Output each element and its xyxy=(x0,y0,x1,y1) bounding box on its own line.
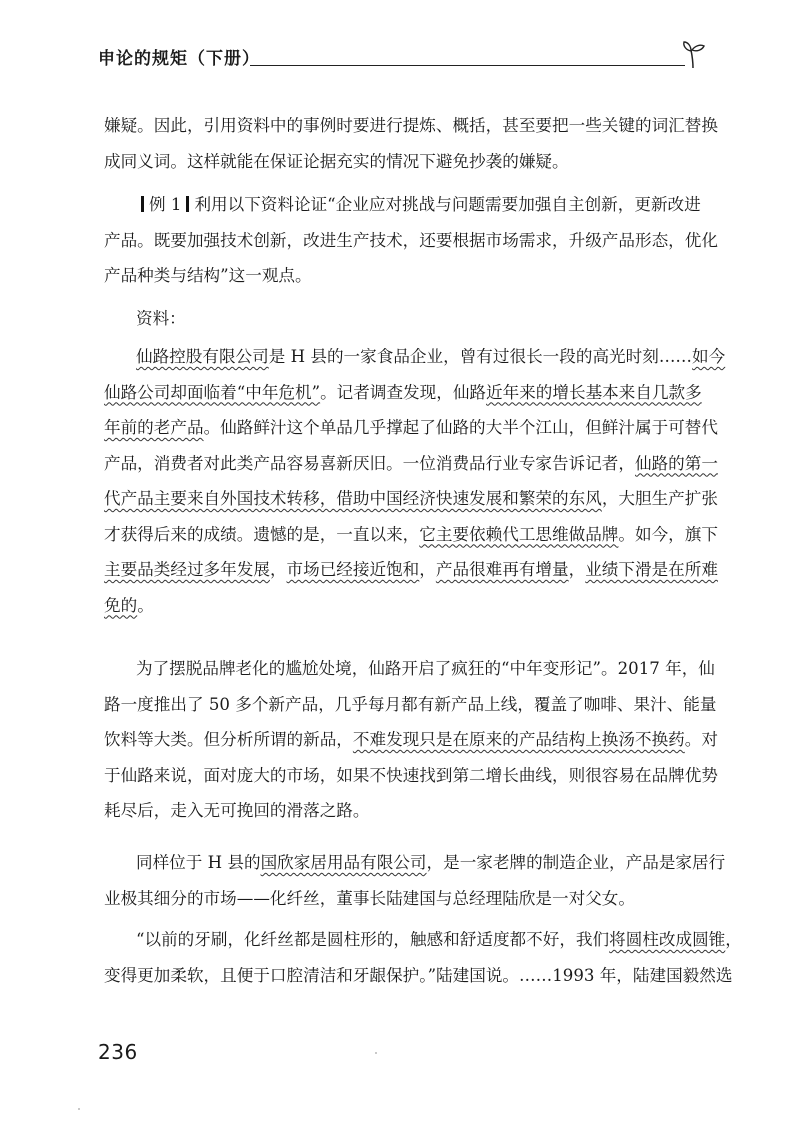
paragraph-quote xyxy=(104,922,742,993)
highlight-text: 如今 xyxy=(692,347,726,366)
material-paragraph-xianlu xyxy=(104,339,726,623)
text-line: “以前的牙刷，化纤丝都是圆柱形的，触感和舒适度都不好，我们将圆柱改成圆锥， xyxy=(136,930,742,949)
text-line: 才获得后来的成绩。遗憾的是，一直以来，它主要依赖代工思维做品牌。如今，旗下 xyxy=(104,524,718,544)
example-label: 例 1 xyxy=(149,195,182,214)
example-mark-right xyxy=(186,196,189,212)
highlight-text: 它主要依赖代工思维做品牌 xyxy=(419,524,619,544)
sprout-icon xyxy=(678,38,708,70)
book-title: 申论的规矩（下册） xyxy=(98,49,260,69)
header-rule xyxy=(250,65,685,66)
text-line: 产品，消费者对此类产品容易喜新厌旧。一位消费品行业专家告诉记者，仙路的第一 xyxy=(104,453,718,473)
text-line: 仙路公司却面临着“中年危机”。记者调查发现，仙路近年来的增长基本来自几款多 xyxy=(104,382,702,402)
text-line: 路一度推出了 50 多个新产品，几乎每月都有新产品上线，覆盖了咖啡、果汁、能量 xyxy=(104,694,717,714)
example-prompt: 利用以下资料论证“企业应对挑战与问题需要加强自主创新，更新改进 xyxy=(194,195,701,214)
text-line: 变得更加柔软，且便于口腔清洁和牙龈保护。”陆建国说。……1993 年，陆建国毅然选 xyxy=(104,965,733,985)
highlight-text: 仙路控股有限公司 xyxy=(136,347,269,366)
text-line: 饮料等大类。但分析所谓的新品，不难发现只是在原来的产品结构上换汤不换药。对 xyxy=(104,730,718,749)
text-line: 产品种类与结构”这一观点。 xyxy=(104,266,312,285)
text-line: 主要品类经过多年发展，市场已经接近饱和，产品很难再有增量，业绩下滑是在所难 xyxy=(104,560,718,579)
highlight-text: 仙路公司却面临着“中年危机” xyxy=(104,382,321,402)
text-line: 仙路控股有限公司是 H 县的一家食品企业，曾有过很长一段的高光时刻……如今 xyxy=(136,347,726,366)
material-label-text: 资料： xyxy=(136,309,186,328)
text-line: 代产品主要来自外国技术转移，借助中国经济快速发展和繁荣的东风，大胆生产扩张 xyxy=(104,489,718,508)
page-number: 236 xyxy=(98,1040,138,1064)
material-label xyxy=(104,301,700,337)
text-line xyxy=(104,187,700,223)
highlight-text: 市场已经接近饱和 xyxy=(286,560,420,579)
example-mark-left xyxy=(141,196,144,212)
paragraph-transformation xyxy=(104,651,718,829)
text-line: 业极其细分的市场——化纤丝，董事长陆建国与总经理陆欣是一对父女。 xyxy=(104,888,635,908)
text-line: 免的。 xyxy=(104,595,154,615)
highlight-text: 不难发现只是在原来的产品结构上换汤不换药 xyxy=(352,730,685,749)
highlight-text: 仙路的第一 xyxy=(635,453,718,473)
example-paragraph xyxy=(104,187,718,294)
text-line: 年前的老产品。仙路鲜汁这个单品几乎撑起了仙路的大半个江山，但鲜汁属于可替代 xyxy=(104,418,718,437)
text-line: 成同义词。这样就能在保证论据充实的情况下避免抄袭的嫌疑。 xyxy=(104,151,569,171)
scan-speck xyxy=(78,1108,80,1110)
highlight-text: 将圆柱改成圆锥 xyxy=(609,930,726,949)
text-line: 产品。既要加强技术创新，改进生产技术，还要根据市场需求，升级产品形态，优化 xyxy=(104,230,718,250)
highlight-text: 近年来的增长基本来自几款多 xyxy=(486,382,702,402)
scan-speck xyxy=(375,1052,377,1054)
paragraph-guoxin xyxy=(104,845,726,916)
highlight-text: 业绩下滑是在所难 xyxy=(585,560,718,579)
text-line: 嫌疑。因此，引用资料中的事例时要进行提炼、概括，甚至要把一些关键的词汇替换 xyxy=(104,116,718,135)
highlight-text: 免的 xyxy=(104,595,138,615)
highlight-text: 主要品类经过多年发展 xyxy=(104,560,270,579)
text-line: 耗尽后，走入无可挽回的滑落之路。 xyxy=(104,801,370,820)
highlight-text: 年前的老产品 xyxy=(104,418,204,437)
highlight-text: 代产品主要来自外国技术转移，借助中国经济快速发展和繁荣的东风 xyxy=(104,489,602,508)
running-header xyxy=(98,44,708,74)
highlight-text: 国欣家居用品有限公司 xyxy=(260,853,427,872)
text-line: 同样位于 H 县的国欣家居用品有限公司，是一家老牌的制造企业，产品是家居行 xyxy=(136,853,726,872)
highlight-text: 产品很难再有增量 xyxy=(435,560,569,579)
text-line: 于仙路来说，面对庞大的市场，如果不快速找到第二增长曲线，则很容易在品牌优势 xyxy=(104,765,718,785)
text-line: 为了摆脱品牌老化的尴尬处境，仙路开启了疯狂的“中年变形记”。2017 年，仙 xyxy=(136,659,715,678)
paragraph-intro xyxy=(104,108,718,179)
